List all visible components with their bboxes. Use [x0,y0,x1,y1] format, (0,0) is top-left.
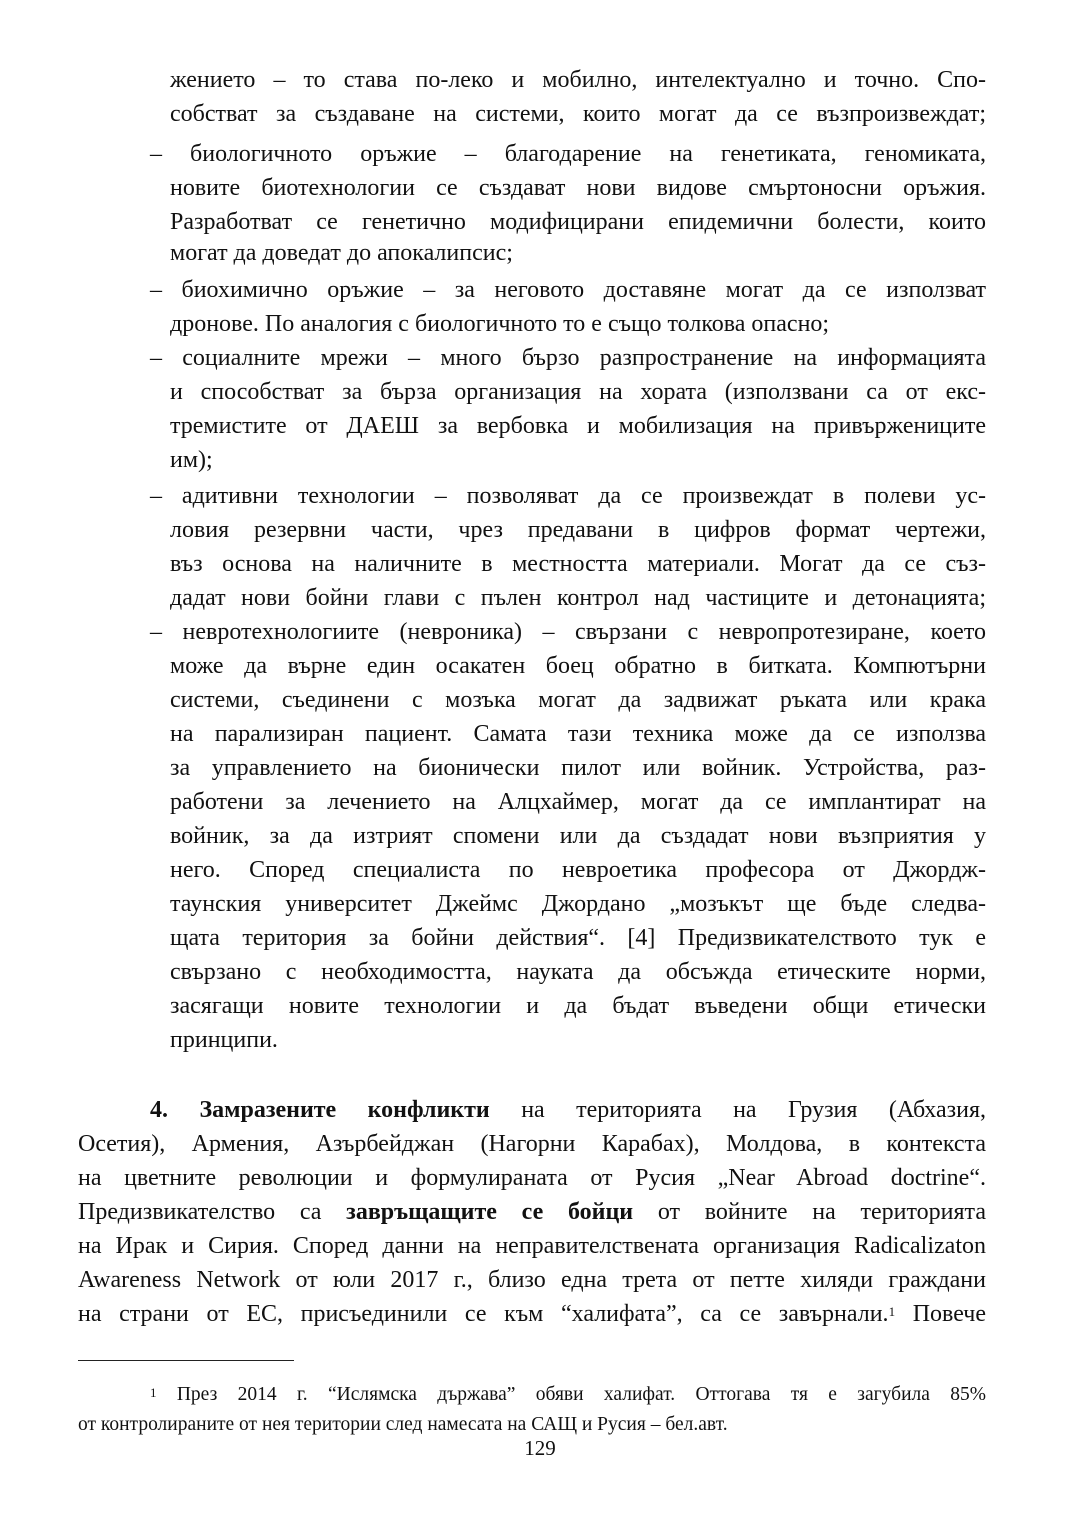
list-line: тремистите от ДАЕШ за вербовка и мобилизация на привържениците [170,413,986,439]
footnote-marker: 1 [150,1385,157,1400]
list-line: системи, съединени с мозъка могат да задвижат ръката или крака [170,687,986,713]
list-line: дадат нови бойни глави с пълен контрол над частиците и детонацията; [170,585,986,611]
list-line: могат да доведат до апокалипсис; [170,240,513,266]
list-line: засягащи новите технологии и да бъдат въведени общи етически [170,993,986,1019]
footnote-separator [78,1360,294,1361]
list-line: дронове. По аналогия с биологичното то е също толкова опасно; [170,311,830,337]
list-item-additive-technologies: – адитивни технологии – позволяват да се произвеждат в полеви ус- [150,483,986,509]
list-line: работени за лечението на Алцхаймер, могат да се имплантират на [170,789,986,815]
list-line: въз основа на наличните в местността материали. Могат да се съз- [170,551,986,577]
list-line: Разработват се генетично модифицирани епидемични болести, които [170,209,986,235]
list-line: новите биотехнологии се създават нови видове смъртоносни оръжия. [170,175,986,201]
footnote-line-2: от контролираните от нея територии след намесата на САЩ и Русия – бел.авт. [78,1414,728,1435]
page-number: 129 [524,1436,556,1460]
section-4-line-1 [150,1093,986,1127]
list-line: свързано с необходимостта, науката да обсъжда етическите норми, [170,959,986,985]
list-line: ловия резервни части, чрез предавани в цифров формат чертежи, [170,517,986,543]
paragraph-text: Повече [895,1301,986,1327]
list-line: щата територия за бойни действия“. [4] Предизвикателството тук е [170,925,986,951]
section-4-line-4 [78,1195,986,1229]
paragraph-text: на територията на Грузия (Абхазия, [489,1097,986,1123]
footnote-text: През 2014 г. “Ислямска държава” обяви халифат. Оттогава тя е загубила 85% [156,1384,986,1405]
list-item-biological-weapon: – биологичното оръжие – благодарение на генетиката, геномиката, [150,141,986,167]
section-heading: 4. Замразените конфликти [150,1097,490,1123]
list-line: него. Според специалиста по невроетика професора от Джордж- [170,857,986,883]
list-line: и способстват за бърза организация на хората (използвани са от екс- [170,379,986,405]
list-line: таунския университет Джеймс Джордано „мозъкът ще бъде следва- [170,891,986,917]
list-item-biochemical-weapon: – биохимично оръжие – за неговото доставяне могат да се използват [150,277,986,303]
paragraph-text: от войните на територията [633,1199,986,1225]
list-line: принципи. [170,1027,278,1053]
paragraph-text: на страни от ЕС, присъединили се към “халифата”, са се завърнали. [78,1301,889,1327]
list-item-neurotechnologies: – невротехнологиите (невроника) – свързани с невропротезиране, което [150,619,986,645]
footnote-reference: 1 [888,1304,896,1319]
list-line: на парализиран пациент. Самата тази техника може да се използва [170,721,986,747]
bold-term: завръщащите се бойци [346,1199,634,1225]
list-line: им); [170,447,213,473]
section-4-line-6: Awareness Network от юли 2017 г., близо една трета от петте хиляди граждани [78,1267,986,1293]
list-line: войник, за да изтрият спомени или да създадат нови възприятия у [170,823,986,849]
list-line: за управлението на бионически пилот или войник. Устройства, раз- [170,755,986,781]
paragraph-text: Предизвикателство са [78,1199,347,1225]
list-item-social-networks: – социалните мрежи – много бързо разпространение на информацията [150,345,986,371]
section-4-line-7 [78,1297,986,1331]
list-line: собстват за създаване на системи, които могат да се възпроизвеждат; [170,101,986,127]
section-4-line-3: на цветните революции и формулираната от Русия „Near Abroad doctrine“. [78,1165,986,1191]
list-line: може да върне един осакатен боец обратно в битката. Компютърни [170,653,986,679]
footnote-line-1 [150,1380,986,1410]
section-4-line-2: Осетия), Армения, Азърбейджан (Нагорни Карабах), Молдова, в контекста [78,1131,986,1157]
section-4-line-5: на Ирак и Сирия. Според данни на неправителствената организация Radicalizaton [78,1233,986,1259]
list-line: жението – то става по-леко и мобилно, интелектуално и точно. Спо- [170,67,986,93]
